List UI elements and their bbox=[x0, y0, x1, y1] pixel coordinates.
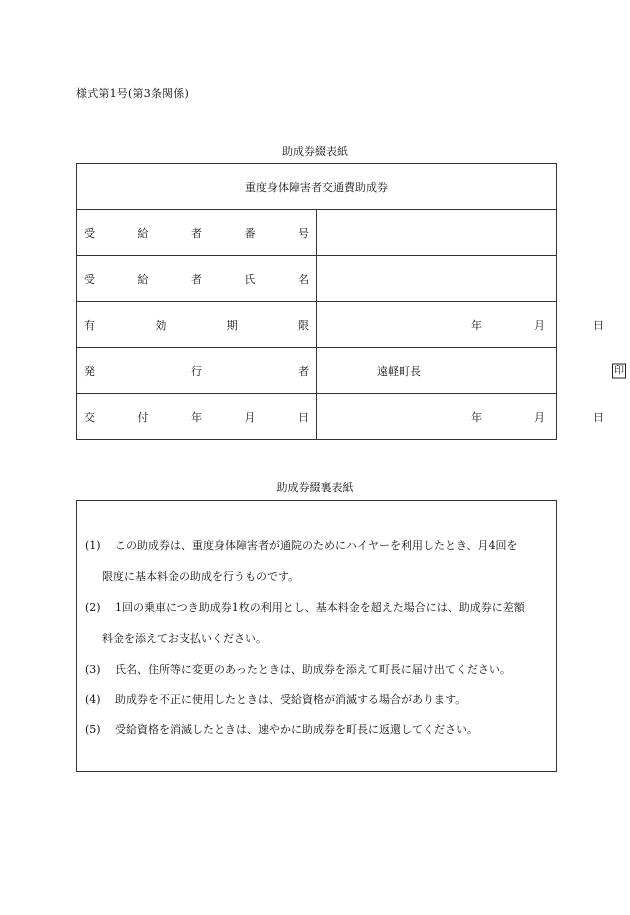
label-issuer: 発 行 者 bbox=[84, 364, 309, 378]
note-5: (5) 受給資格を消滅したときは、速やかに助成券を町長に返還してください。 bbox=[85, 723, 478, 736]
day-unit: 日 bbox=[593, 318, 604, 332]
label-recipient-number: 受 給 者 番 号 bbox=[84, 226, 309, 240]
value-recipient-number[interactable] bbox=[317, 210, 557, 256]
row-recipient-name bbox=[77, 256, 557, 302]
label-recipient-name: 受 給 者 氏 名 bbox=[84, 272, 309, 286]
day-unit: 日 bbox=[593, 410, 604, 424]
month-unit: 月 bbox=[534, 318, 545, 332]
form-number-label: 様式第1号(第3条関係) bbox=[76, 87, 189, 100]
note-2: (2) 1回の乗車につき助成券1枚の利用とし、基本料金を超えた場合には、助成券に差額 bbox=[85, 601, 525, 614]
note-1-continued: 限度に基本料金の助成を行うものです。 bbox=[102, 570, 300, 583]
row-recipient-number bbox=[77, 210, 557, 256]
seal-mark: 印 bbox=[614, 365, 624, 376]
note-3: (3) 氏名、住所等に変更のあったときは、助成券を添えて町長に届け出てください。 bbox=[85, 663, 511, 676]
row-issuer bbox=[77, 348, 557, 394]
value-issue-date[interactable] bbox=[317, 394, 604, 440]
notes-box bbox=[76, 500, 557, 772]
note-2-continued: 料金を添えてお支払いください。 bbox=[102, 632, 267, 645]
note-4: (4) 助成券を不正に使用したときは、受給資格が消滅する場合があります。 bbox=[85, 693, 467, 706]
year-unit: 年 bbox=[471, 410, 482, 424]
label-valid-period: 有 効 期 限 bbox=[84, 318, 309, 332]
row-valid-period bbox=[77, 302, 557, 348]
value-issuer bbox=[317, 348, 624, 394]
cover-table bbox=[76, 163, 624, 440]
cover-title: 助成券綴表紙 bbox=[282, 145, 348, 158]
note-1: (1) この助成券は、重度身体障害者が通院のためにハイヤーを利用したとき、月4回を bbox=[85, 539, 518, 552]
issuer-name: 遠軽町長 bbox=[377, 364, 421, 378]
value-valid-period[interactable] bbox=[317, 302, 604, 348]
back-cover-title: 助成券綴裏表紙 bbox=[276, 481, 354, 494]
cover-heading: 重度身体障害者交通費助成券 bbox=[77, 164, 557, 210]
row-issue-date bbox=[77, 394, 557, 440]
value-recipient-name[interactable] bbox=[317, 256, 557, 302]
month-unit: 月 bbox=[534, 410, 545, 424]
label-issue-date: 交 付 年 月 日 bbox=[84, 410, 309, 424]
year-unit: 年 bbox=[471, 318, 482, 332]
